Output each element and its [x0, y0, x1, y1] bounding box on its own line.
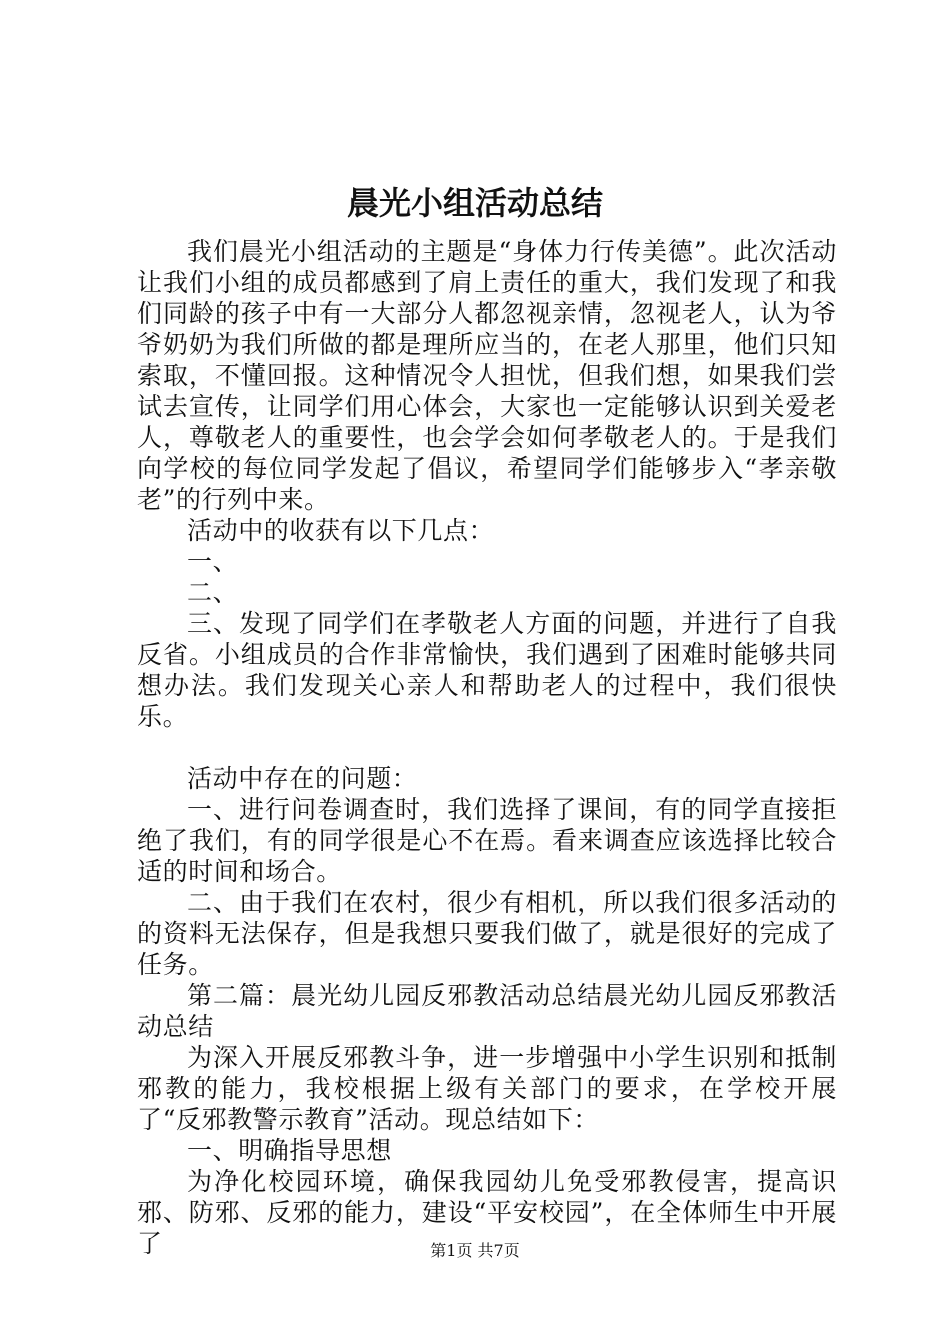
paragraph: 我们晨光小组活动的主题是“身体力行传美德”。此次活动让我们小组的成员都感到了肩上责任的重大，我们发现了和我们同龄的孩子中有一大部分人都忽视亲情，忽视老人，认为爷爷奶奶为我们所做的都是理所应当的，在老人那里，他们只知索取，不懂回报。这种情况令人担忧，但我们想，如果我们尝试去宣传，让同学们用心体会，大家也一定能够认识到关爱老人，尊敬老人的重要性，也会学会如何孝敬老人的。于是我们向学校的每位同学发起了倡议，希望同学们能够步入“孝亲敬老”的行列中来。 [137, 237, 837, 514]
document-body [137, 236, 837, 1259]
section-heading: 第二篇：晨光幼儿园反邪教活动总结晨光幼儿园反邪教活动总结 [137, 981, 837, 1041]
list-item: 二、由于我们在农村，很少有相机，所以我们很多活动的的资料无法保存，但是我想只要我们做了，就是很好的完成了任务。 [137, 888, 837, 979]
paragraph: 活动中存在的问题： [187, 764, 418, 793]
paragraph: 为净化校园环境，确保我园幼儿免受邪教侵害，提高识邪、防邪、反邪的能力，建设“平安校园”，在全体师生中开展了 [137, 1167, 837, 1258]
page-footer: 第1页 共7页 [430, 1241, 520, 1260]
list-item: 二、 [187, 578, 239, 607]
paragraph: 活动中的收获有以下几点： [187, 516, 495, 545]
list-item: 一、进行问卷调查时，我们选择了课间，有的同学直接拒绝了我们，有的同学很是心不在焉。看来调查应该选择比较合适的时间和场合。 [137, 795, 837, 886]
list-item: 三、发现了同学们在孝敬老人方面的问题，并进行了自我反省。小组成员的合作非常愉快，我们遇到了困难时能够共同想办法。我们发现关心亲人和帮助老人的过程中，我们很快乐。 [137, 609, 837, 731]
subsection-heading: 一、明确指导思想 [187, 1136, 392, 1165]
page-title: 晨光小组活动总结 [346, 184, 603, 222]
list-item: 一、 [187, 547, 239, 576]
paragraph: 为深入开展反邪教斗争，进一步增强中小学生识别和抵制邪教的能力，我校根据上级有关部门的要求，在学校开展了“反邪教警示教育”活动。现总结如下： [137, 1043, 837, 1134]
